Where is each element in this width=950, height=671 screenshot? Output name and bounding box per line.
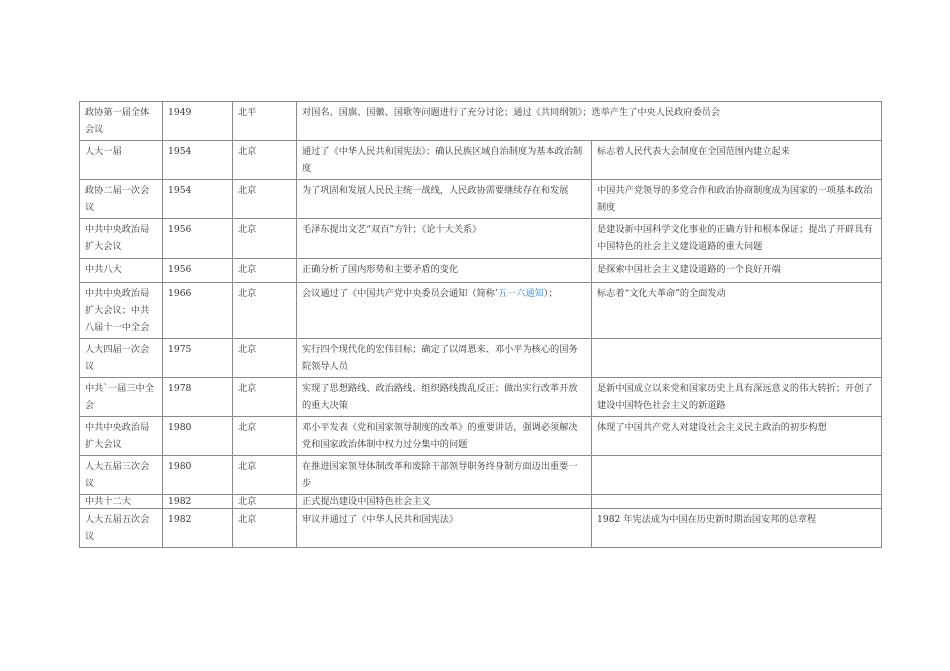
meeting-significance: 是建设新中国科学文化事业的正确方针和根本保证；提出了开辟具有中国特色的社会主义建设道路的重大问题 [592, 219, 882, 259]
meeting-place: 北京 [233, 141, 297, 180]
table-row [80, 339, 882, 378]
meeting-significance: 是新中国成立以来党和国家历史上具有深远意义的伟大转折；开创了建设中国特色社会主义的新道路 [592, 378, 882, 417]
meeting-year: 1966 [163, 283, 233, 339]
table-row [80, 102, 882, 141]
meeting-significance [592, 339, 882, 378]
wuyiliu-notice-link[interactable]: 五一六通知 [497, 288, 544, 299]
meeting-year: 1956 [163, 219, 233, 259]
meeting-content: 为了巩固和发展人民民主统一战线，人民政协需要继续存在和发展 [297, 180, 592, 219]
meeting-year: 1978 [163, 378, 233, 417]
table-row [80, 141, 882, 180]
meeting-name: 中共中央政治局扩大会议；中共八届十一中全会 [80, 283, 163, 339]
meeting-place: 北京 [233, 417, 297, 456]
meetings-table [79, 101, 882, 548]
meeting-place: 北京 [233, 259, 297, 283]
meeting-name: 人大四届一次会议 [80, 339, 163, 378]
meeting-significance: 标志着“文化大革命”的全面发动 [592, 283, 882, 339]
meeting-content: 正式提出建设中国特色社会主义 [297, 495, 592, 509]
meeting-significance: 标志着人民代表大会制度在全国范围内建立起来 [592, 141, 882, 180]
meeting-place: 北京 [233, 339, 297, 378]
meeting-name: 人大五届三次会议 [80, 456, 163, 495]
meeting-name: 人大一届 [80, 141, 163, 180]
content-text: 会议通过了《中国共产党中央委员会通知（简称’ [302, 288, 498, 299]
meeting-place: 北京 [233, 509, 297, 548]
meeting-place: 北京 [233, 283, 297, 339]
table-row [80, 259, 882, 283]
meeting-content: 正确分析了国内形势和主要矛盾的变化 [297, 259, 592, 283]
meeting-year: 1954 [163, 180, 233, 219]
meeting-year: 1975 [163, 339, 233, 378]
table-row [80, 378, 882, 417]
meeting-significance: 中国共产党领导的多党合作和政治协商制度成为国家的一项基本政治制度 [592, 180, 882, 219]
meeting-year: 1949 [163, 102, 233, 141]
meeting-name: 中共十二大 [80, 495, 163, 509]
meeting-place: 北平 [233, 102, 297, 141]
meeting-place: 北京 [233, 180, 297, 219]
meeting-content: 邓小平发表《党和国家领导制度的改革》的重要讲话，强调必须解决党和国家政治体制中权力过分集中的问题 [297, 417, 592, 456]
meeting-content: 审议并通过了《中华人民共和国宪法》 [297, 509, 592, 548]
meeting-significance: 是探索中国社会主义建设道路的一个良好开端 [592, 259, 882, 283]
meeting-year: 1982 [163, 495, 233, 509]
meeting-content: 通过了《中华人民共和国宪法》；确认民族区域自治制度为基本政治制度 [297, 141, 592, 180]
meeting-significance [592, 495, 882, 509]
table-row [80, 219, 882, 259]
meeting-year: 1980 [163, 456, 233, 495]
meeting-content [297, 283, 592, 339]
table-row [80, 495, 882, 509]
meeting-place: 北京 [233, 378, 297, 417]
meeting-year: 1956 [163, 259, 233, 283]
meeting-name: 中共中央政治局扩大会议 [80, 417, 163, 456]
meeting-name: 人大五届五次会议 [80, 509, 163, 548]
meeting-year: 1954 [163, 141, 233, 180]
meeting-content: 毛泽东提出文艺“双百”方针；《论十大关系》 [297, 219, 592, 259]
meeting-content: 在推进国家领导体制改革和废除干部领导职务终身制方面迈出重要一步 [297, 456, 592, 495]
meeting-content: 实现了思想路线、政治路线、组织路线拨乱反正；做出实行改革开放的重大决策 [297, 378, 592, 417]
meeting-content: 对国名、国旗、国徽、国歌等问题进行了充分讨论；通过《共同纲领》；选举产生了中央人民政府委员会 [297, 102, 882, 141]
table-row [80, 180, 882, 219]
meeting-year: 1982 [163, 509, 233, 548]
meeting-place: 北京 [233, 219, 297, 259]
meeting-name: 中共中央政治局扩大会议 [80, 219, 163, 259]
meeting-name: 中共八大 [80, 259, 163, 283]
table-row [80, 283, 882, 339]
meeting-significance: 1982 年宪法成为中国在历史新时期治国安邦的总章程 [592, 509, 882, 548]
meeting-name: 中共`一届三中全会 [80, 378, 163, 417]
meeting-content: 实行四个现代化的宏伟目标；确定了以周恩来、邓小平为核心的国务院领导人员 [297, 339, 592, 378]
content-text: ）； [543, 288, 558, 299]
meeting-place: 北京 [233, 495, 297, 509]
meeting-significance: 体现了中国共产党人对建设社会主义民主政治的初步构想 [592, 417, 882, 456]
table-row [80, 456, 882, 495]
meeting-name: 政协第一届全体会议 [80, 102, 163, 141]
meeting-year: 1980 [163, 417, 233, 456]
meeting-place: 北京 [233, 456, 297, 495]
table-row [80, 417, 882, 456]
table-row [80, 509, 882, 548]
meeting-name: 政协二届一次会议 [80, 180, 163, 219]
meeting-significance [592, 456, 882, 495]
